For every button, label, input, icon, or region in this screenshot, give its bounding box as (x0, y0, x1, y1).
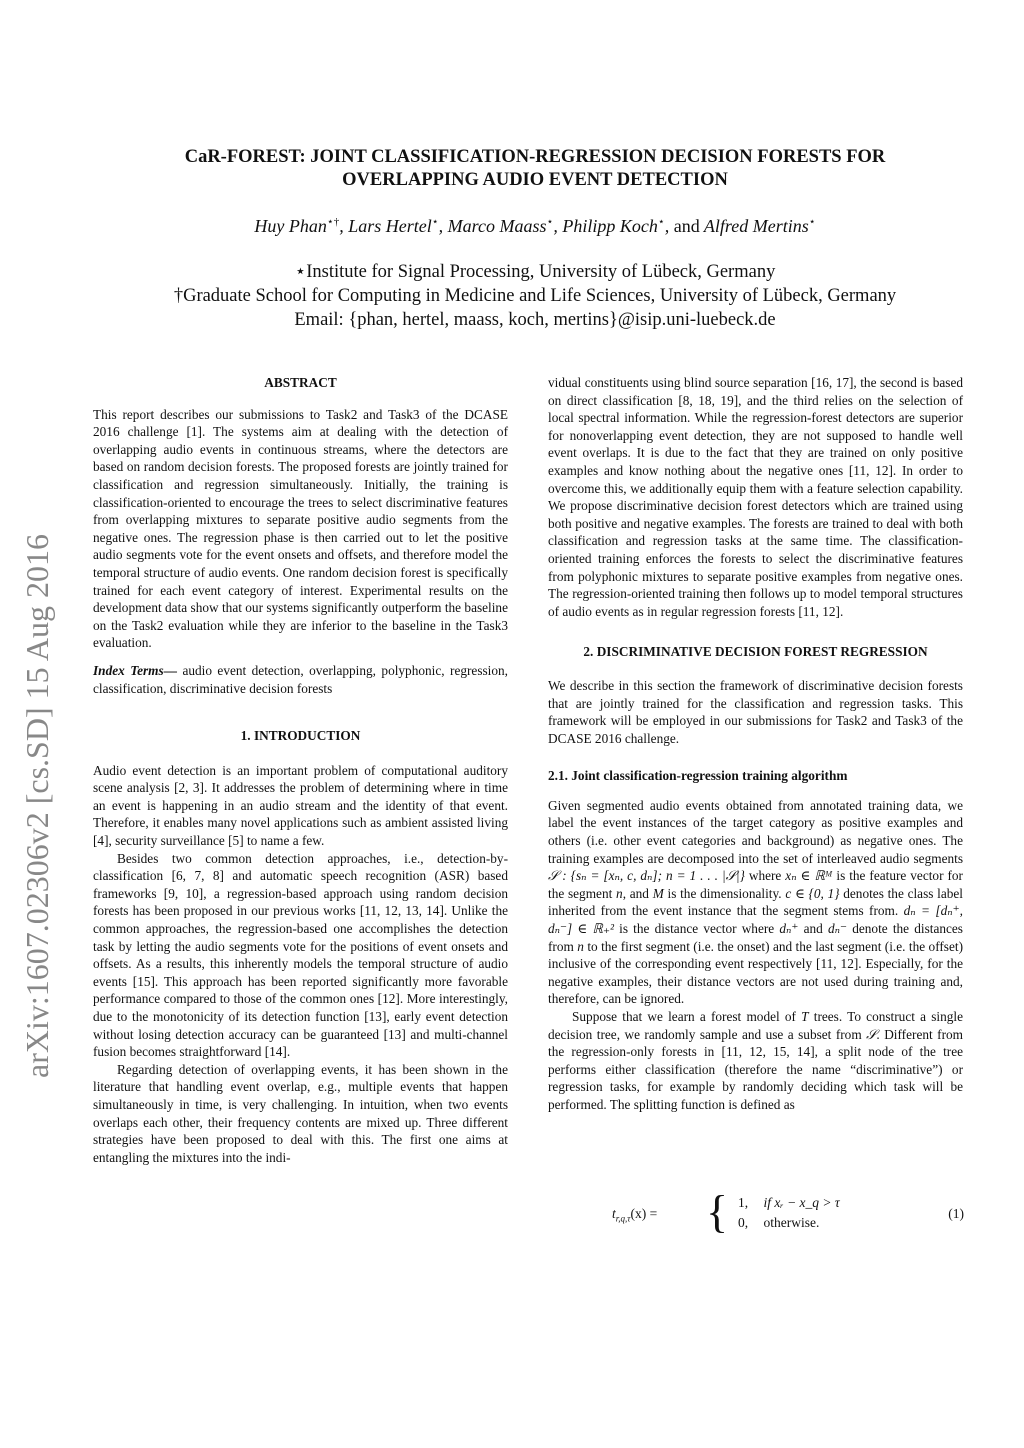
author-3: Marco Maass (447, 216, 547, 236)
email-line: Email: {phan, hertel, maass, koch, mertins}@isip.uni-luebeck.de (294, 310, 776, 330)
section-2-1-paragraph-1: Given segmented audio events obtained from annotated training data, we label the event instances of the target category as positive examples and others (i.e. other event categories and background) as negative ones. The training examples are decomposed into the set of interleaved audio segments 𝒮 : {sₙ = [xₙ, c, dₙ]; n = 1 . . . |𝒮|} where xₙ ∈ ℝᴹ is the feature vector for the segment n, and M is the dimensionality. c ∈ {0, 1} denotes the class label inherited from the event instance that the segment stems from. dₙ = [dₙ⁺, dₙ⁻] ∈ ℝ₊² is the distance vector where dₙ⁺ and dₙ⁻ denote the distances from n to the first segment (i.e. the onset) and the last segment (i.e. the offset) inclusive of the corresponding event respectively [11, 12]. Especially, for the negative examples, their distance vectors are not used during training and, therefore, can be ignored. (548, 797, 964, 1007)
abstract-heading: ABSTRACT (264, 375, 337, 390)
index-terms (93, 662, 508, 697)
section-2-1-paragraph-2: Suppose that we learn a forest model of T trees. To construct a single decision tree, we randomly sample and use a subset from 𝒮. Different from the regression-only forests in [11, 12, 15, 14], a split node of the tree performs either classification (therefore the name “discriminative”) or regression tasks, for example by randomly deciding which task will be performed. The splitting function is defined as (548, 1009, 963, 1112)
equation-number: (1) (948, 1206, 964, 1221)
equation-case-1: 1, if xᵣ − x_q > τ (738, 1195, 840, 1210)
abstract-text: This report describes our submissions to Task2 and Task3 of the DCASE 2016 challenge [1]. The systems aim at dealing with the detection of overlapping audio events in continuous streams, where the detectors are based on random decision forests. The proposed forests are jointly trained for classification and regression simultaneously. Initially, the training is classification-oriented to encourage the trees to select discriminative features from overlapping mixtures to separate positive audio segments from the negative ones. The regression phase is then carried out to let the positive audio segments vote for the event onsets and offsets, and therefore model the temporal structure of audio events. One random decision forest is specifically trained for each event category of interest. Experimental results on the development data show that our systems significantly outperform the baseline on the Task2 evaluation while they are inferior to the baseline in the Task3 evaluation. (93, 406, 508, 651)
affiliation-2: †Graduate School for Computing in Medicine and Life Sciences, University of Lübeck, Germany (173, 286, 897, 306)
author-and: and (673, 216, 700, 236)
intro-heading: 1. INTRODUCTION (240, 728, 361, 744)
intro-paragraph-1: Audio event detection is an important problem of computational auditory scene analysis [2, 3]. It addresses the problem of determining where in time an event is happening in an audio stream and the identity of that event. Therefore, it enables many novel applications such as ambient assisted living [4], security surveillance [5] to name a few. (93, 762, 508, 849)
author-1-mark: ⋆† (326, 216, 340, 228)
index-terms-label: Index Terms— (93, 662, 177, 678)
title-line-1: CaR-FOREST: JOINT CLASSIFICATION-REGRESSION DECISION FORESTS FOR (184, 147, 886, 167)
index-terms-text: audio event detection, overlapping, polyphonic, regression, classification, discriminative decision forests (93, 662, 508, 696)
intro-paragraph-3: Regarding detection of overlapping events, it has been shown in the literature that handling event overlap, e.g., multiple events that happen simultaneously in time, is very challenging. In intuition, when two events overlaps each other, their frequency contents are mixed up. Three different strategies have been proposed to deal with this. The first one aims at entangling the mixtures into the indi- (93, 1061, 508, 1165)
author-4-mark: ⋆ (657, 216, 665, 228)
author-3-mark: ⋆ (546, 216, 554, 228)
left-column (93, 374, 508, 1166)
title-line-2: OVERLAPPING AUDIO EVENT DETECTION (342, 170, 728, 190)
author-4: Philipp Koch (562, 216, 658, 236)
equation-lhs: $t_{r,q,\tau}(x)$ = (612, 1206, 658, 1224)
affiliations (60, 260, 1010, 332)
arxiv-id: arXiv:1607.02306v2 [cs.SD] 15 Aug 2016 (19, 534, 55, 1078)
arxiv-stamp (14, 440, 60, 1080)
affiliation-1: ⋆Institute for Signal Processing, University of Lübeck, Germany (294, 262, 776, 282)
section-2-paragraph: We describe in this section the framework of discriminative decision forests that are jointly trained for the classification and regression tasks. This framework will be employed in our submissions for Task2 and Task3 of the DCASE 2016 challenge. (548, 677, 963, 746)
equation-case-2: 0, otherwise. (738, 1215, 820, 1230)
equation-1 (612, 1186, 964, 1237)
author-list: Huy Phan⋆†, Lars Hertel⋆, Marco Maass⋆, Philipp Koch⋆, and Alfred Mertins⋆ (254, 216, 816, 236)
author-2: Lars Hertel (348, 216, 432, 236)
class-label-expression: c ∈ {0, 1} (785, 885, 840, 901)
paper-title (60, 146, 1010, 192)
section-2-heading: 2. DISCRIMINATIVE DECISION FOREST REGRESSION (583, 644, 928, 660)
distance-vector-expression: dₙ = [dₙ⁺, dₙ⁻] ∈ ℝ₊² (548, 903, 963, 937)
right-column (548, 374, 963, 1114)
intro-paragraph-2: Besides two common detection approaches, i.e., detection-by-classification [6, 7, 8] and automatic speech recognition (ASR) based frameworks [9, 10], a regression-based approach using random decision forests has been proposed in our previous works [11, 12, 13, 14]. Unlike the common approaches, the regression-based one accomplishes the detection task by letting the audio segments vote for the positions of event onsets and offsets. As a results, this inherently models the temporal structure of audio events [15]. This approach has been reported significantly more favorable performance compared to those of the common ones [12]. More interestingly, due to the monotonicity of its detection function [13], early event detection without losing detection accuracy can be guaranteed [13] and multi-channel fusion becomes straightforward [14]. (93, 850, 508, 1060)
author-5: Alfred Mertins (703, 216, 809, 236)
feature-vector-expression: xₙ ∈ ℝᴹ (785, 868, 833, 884)
author-5-mark: ⋆ (808, 216, 816, 228)
author-2-mark: ⋆ (431, 216, 439, 228)
set-expression: 𝒮 : {sₙ = [xₙ, c, dₙ]; n = 1 . . . |𝒮|} (548, 868, 745, 884)
author-1: Huy Phan (254, 216, 327, 236)
equation-brace: { (706, 1186, 729, 1237)
intro-paragraph-3-cont: vidual constituents using blind source separation [16, 17], the second is based on direct classification [8, 18, 19], and the third relies on the selection of local spectral information. While the regression-forest detectors are superior for nonoverlapping event detection, they are not supposed to handle well event overlaps. It is due to the fact that they are trained on only positive examples and know nothing about the negative ones [11, 12]. In order to overcome this, we additionally equip them with a feature selection capability. We propose discriminative decision forest detectors which are trained using both positive and negative examples. The forests are trained to deal with both classification and regression tasks at the same time. The classification-oriented training enforces the forests to select the discriminative features from polyphonic mixtures to separate positive examples from negative ones. The regression-oriented training then follows up to model temporal structures of audio events as in regular regression forests [11, 12]. (548, 375, 963, 619)
section-2-1-heading: 2.1. Joint classification-regression training algorithm (548, 768, 848, 784)
